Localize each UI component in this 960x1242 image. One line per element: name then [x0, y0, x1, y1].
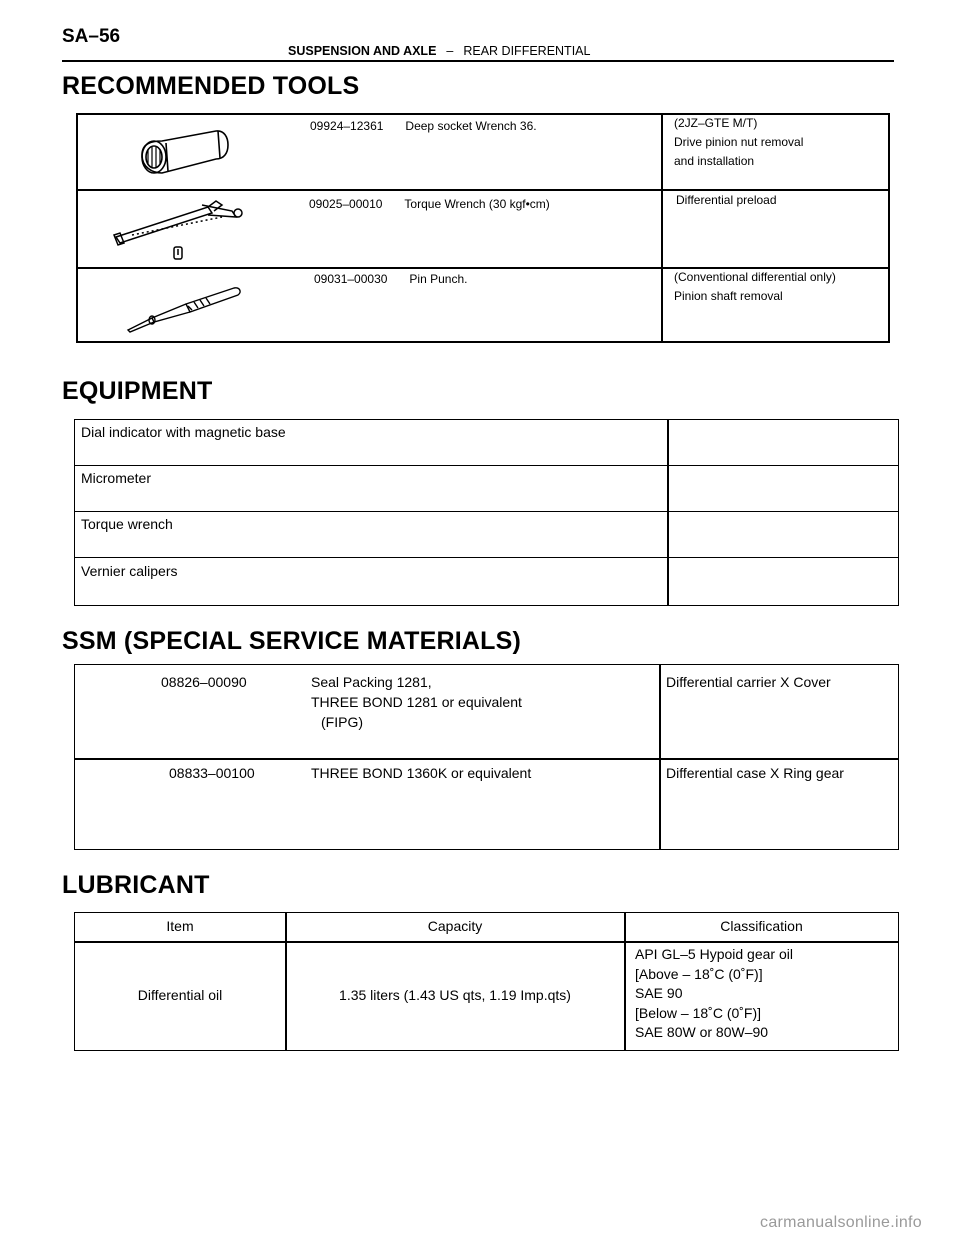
ssm-part-number: 08833–00100 — [169, 765, 255, 781]
tool-part-number: 09031–00030 — [314, 272, 388, 286]
equipment-row — [75, 466, 898, 512]
tool-use — [676, 191, 777, 210]
tool-use — [674, 268, 836, 306]
tool-use-line: Differential preload — [676, 193, 777, 207]
tool-use-line: and installation — [674, 154, 755, 168]
classification-line: SAE 80W or 80W–90 — [635, 1024, 769, 1040]
tool-label — [310, 119, 537, 133]
equipment-name: Micrometer — [81, 470, 152, 486]
lubricant-header-divider — [75, 941, 898, 943]
tool-name: Pin Punch. — [409, 272, 468, 286]
ssm-material-line: (FIPG) — [321, 714, 363, 730]
equipment-row — [75, 512, 898, 558]
header-rule — [62, 60, 894, 62]
tool-name: Deep socket Wrench 36. — [405, 119, 537, 133]
ssm-row-divider — [75, 758, 898, 760]
tool-use-line: (Conventional differential only) — [674, 270, 836, 284]
equipment-row — [75, 559, 898, 605]
tool-part-number: 09924–12361 — [310, 119, 384, 133]
lubricant-header-classification: Classification — [720, 918, 803, 934]
recommended-tools-table — [76, 113, 890, 343]
equipment-title: EQUIPMENT — [62, 377, 213, 405]
classification-line: [Above – 18˚C (0˚F)] — [635, 965, 763, 982]
tool-row — [78, 191, 888, 268]
ssm-application: Differential carrier X Cover — [666, 674, 831, 690]
ssm-material-line: THREE BOND 1360K or equivalent — [311, 765, 532, 781]
lubricant-classification — [635, 945, 793, 1043]
ssm-title: SSM (SPECIAL SERVICE MATERIALS) — [62, 627, 522, 655]
page-id: SA–56 — [62, 26, 121, 47]
classification-line: SAE 90 — [635, 985, 683, 1001]
header-separator: – — [446, 44, 454, 58]
ssm-column-divider — [659, 665, 661, 849]
lubricant-item: Differential oil — [137, 987, 223, 1003]
ssm-material-line: Seal Packing 1281, — [311, 674, 432, 690]
ssm-material-name — [311, 672, 522, 732]
lubricant-title: LUBRICANT — [62, 871, 210, 899]
equipment-name: Vernier calipers — [81, 563, 178, 579]
tool-row — [78, 115, 888, 192]
equipment-table — [74, 419, 899, 606]
tool-label — [309, 197, 550, 211]
tool-row — [78, 268, 888, 345]
equipment-name: Torque wrench — [81, 516, 173, 532]
tool-use-line: (2JZ–GTE M/T) — [674, 116, 758, 130]
subsection-name: REAR DIFFERENTIAL — [463, 44, 591, 58]
ssm-part-number: 08826–00090 — [161, 674, 247, 690]
ssm-material-name — [311, 763, 531, 783]
ssm-table — [74, 664, 899, 850]
lubricant-header-item: Item — [166, 918, 194, 934]
tool-use — [674, 114, 803, 171]
ssm-material-line: THREE BOND 1281 or equivalent — [311, 694, 522, 710]
watermark: carmanualsonline.info — [760, 1214, 922, 1231]
ssm-application: Differential case X Ring gear — [666, 765, 844, 781]
tool-name: Torque Wrench (30 kgf•cm) — [404, 197, 550, 211]
recommended-tools-title: RECOMMENDED TOOLS — [62, 72, 360, 100]
classification-line: [Below – 18˚C (0˚F)] — [635, 1004, 762, 1021]
pin-punch-icon — [122, 278, 246, 334]
torque-wrench-icon — [112, 197, 252, 263]
tool-use-line: Pinion shaft removal — [674, 289, 783, 303]
deep-socket-icon — [132, 127, 244, 183]
lubricant-header-capacity: Capacity — [427, 918, 483, 934]
tool-part-number: 09025–00010 — [309, 197, 383, 211]
tool-label — [314, 272, 467, 286]
running-header — [288, 44, 590, 58]
lubricant-capacity: 1.35 liters (1.43 US qts, 1.19 Imp.qts) — [339, 987, 571, 1003]
tool-use-line: Drive pinion nut removal — [674, 135, 804, 149]
equipment-name: Dial indicator with magnetic base — [81, 424, 286, 440]
lubricant-table — [74, 912, 899, 1051]
equipment-row — [75, 420, 898, 466]
classification-line: API GL–5 Hypoid gear oil — [635, 946, 793, 962]
section-name: SUSPENSION AND AXLE — [288, 44, 437, 58]
